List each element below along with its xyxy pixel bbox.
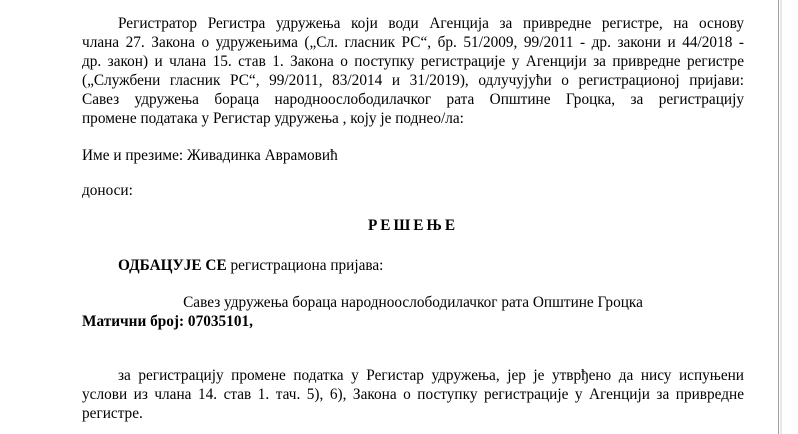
page-edge-shadow [780, 0, 782, 434]
reg-number: 07035101 [187, 313, 250, 330]
issues-text: доноси: [82, 182, 133, 199]
page-edge-line [778, 0, 779, 434]
intro-line-6: промене података у Регистар удружења , коју је поднео/ла: [82, 110, 464, 127]
intro-line-5: Савез удружења бораца народноослободилачког рата Општине Гроцка, за регистрацију [82, 91, 744, 108]
organization-name: Савез удружења бораца народноослободилачког рата Општине Гроцка [183, 294, 643, 311]
ruling-bold: ОДБАЦУЈЕ СЕ [118, 257, 227, 274]
intro-line-2: члана 27. Закона о удружењима („Сл. гласник РС“, бр. 51/2009, 99/2011 - др. закони и 44/2018 - [82, 34, 744, 51]
applicant-line [82, 146, 338, 165]
reg-suffix: , [249, 313, 253, 330]
intro-line-1: Регистратор Регистра удружења који води Агенција за привредне регистре, на основу [118, 15, 744, 32]
reason-line-2: услови из члана 14. став 1. тач. 5), 6), Закона о поступку регистрације у Агенцији за привредне [82, 386, 744, 403]
reason-line-1: за регистрацију промене податка у Регистар удружења, јер је утврђено да нису испуњени [118, 367, 744, 384]
intro-paragraph [82, 14, 744, 128]
intro-line-4: („Службени гласник РС“, 99/2011, 83/2014 и 31/2019), одлучујући о регистрационој пријави: [82, 72, 744, 89]
applicant-name: Живадинка Аврамовић [186, 147, 338, 164]
reg-label: Матични број: [82, 313, 185, 330]
decision-title: РЕШЕЊЕ [367, 217, 459, 234]
registration-line [82, 312, 253, 331]
reason-line-3: регистре. [82, 405, 143, 422]
ruling-line [118, 256, 383, 275]
intro-line-3: др. закон) и члана 15. став 1. Закона о поступку регистрације у Агенцији за привредне регистре [82, 53, 744, 70]
reason-paragraph [82, 366, 744, 423]
applicant-label: Име и презиме: [82, 147, 184, 164]
ruling-rest: регистрациона пријава: [226, 257, 384, 274]
